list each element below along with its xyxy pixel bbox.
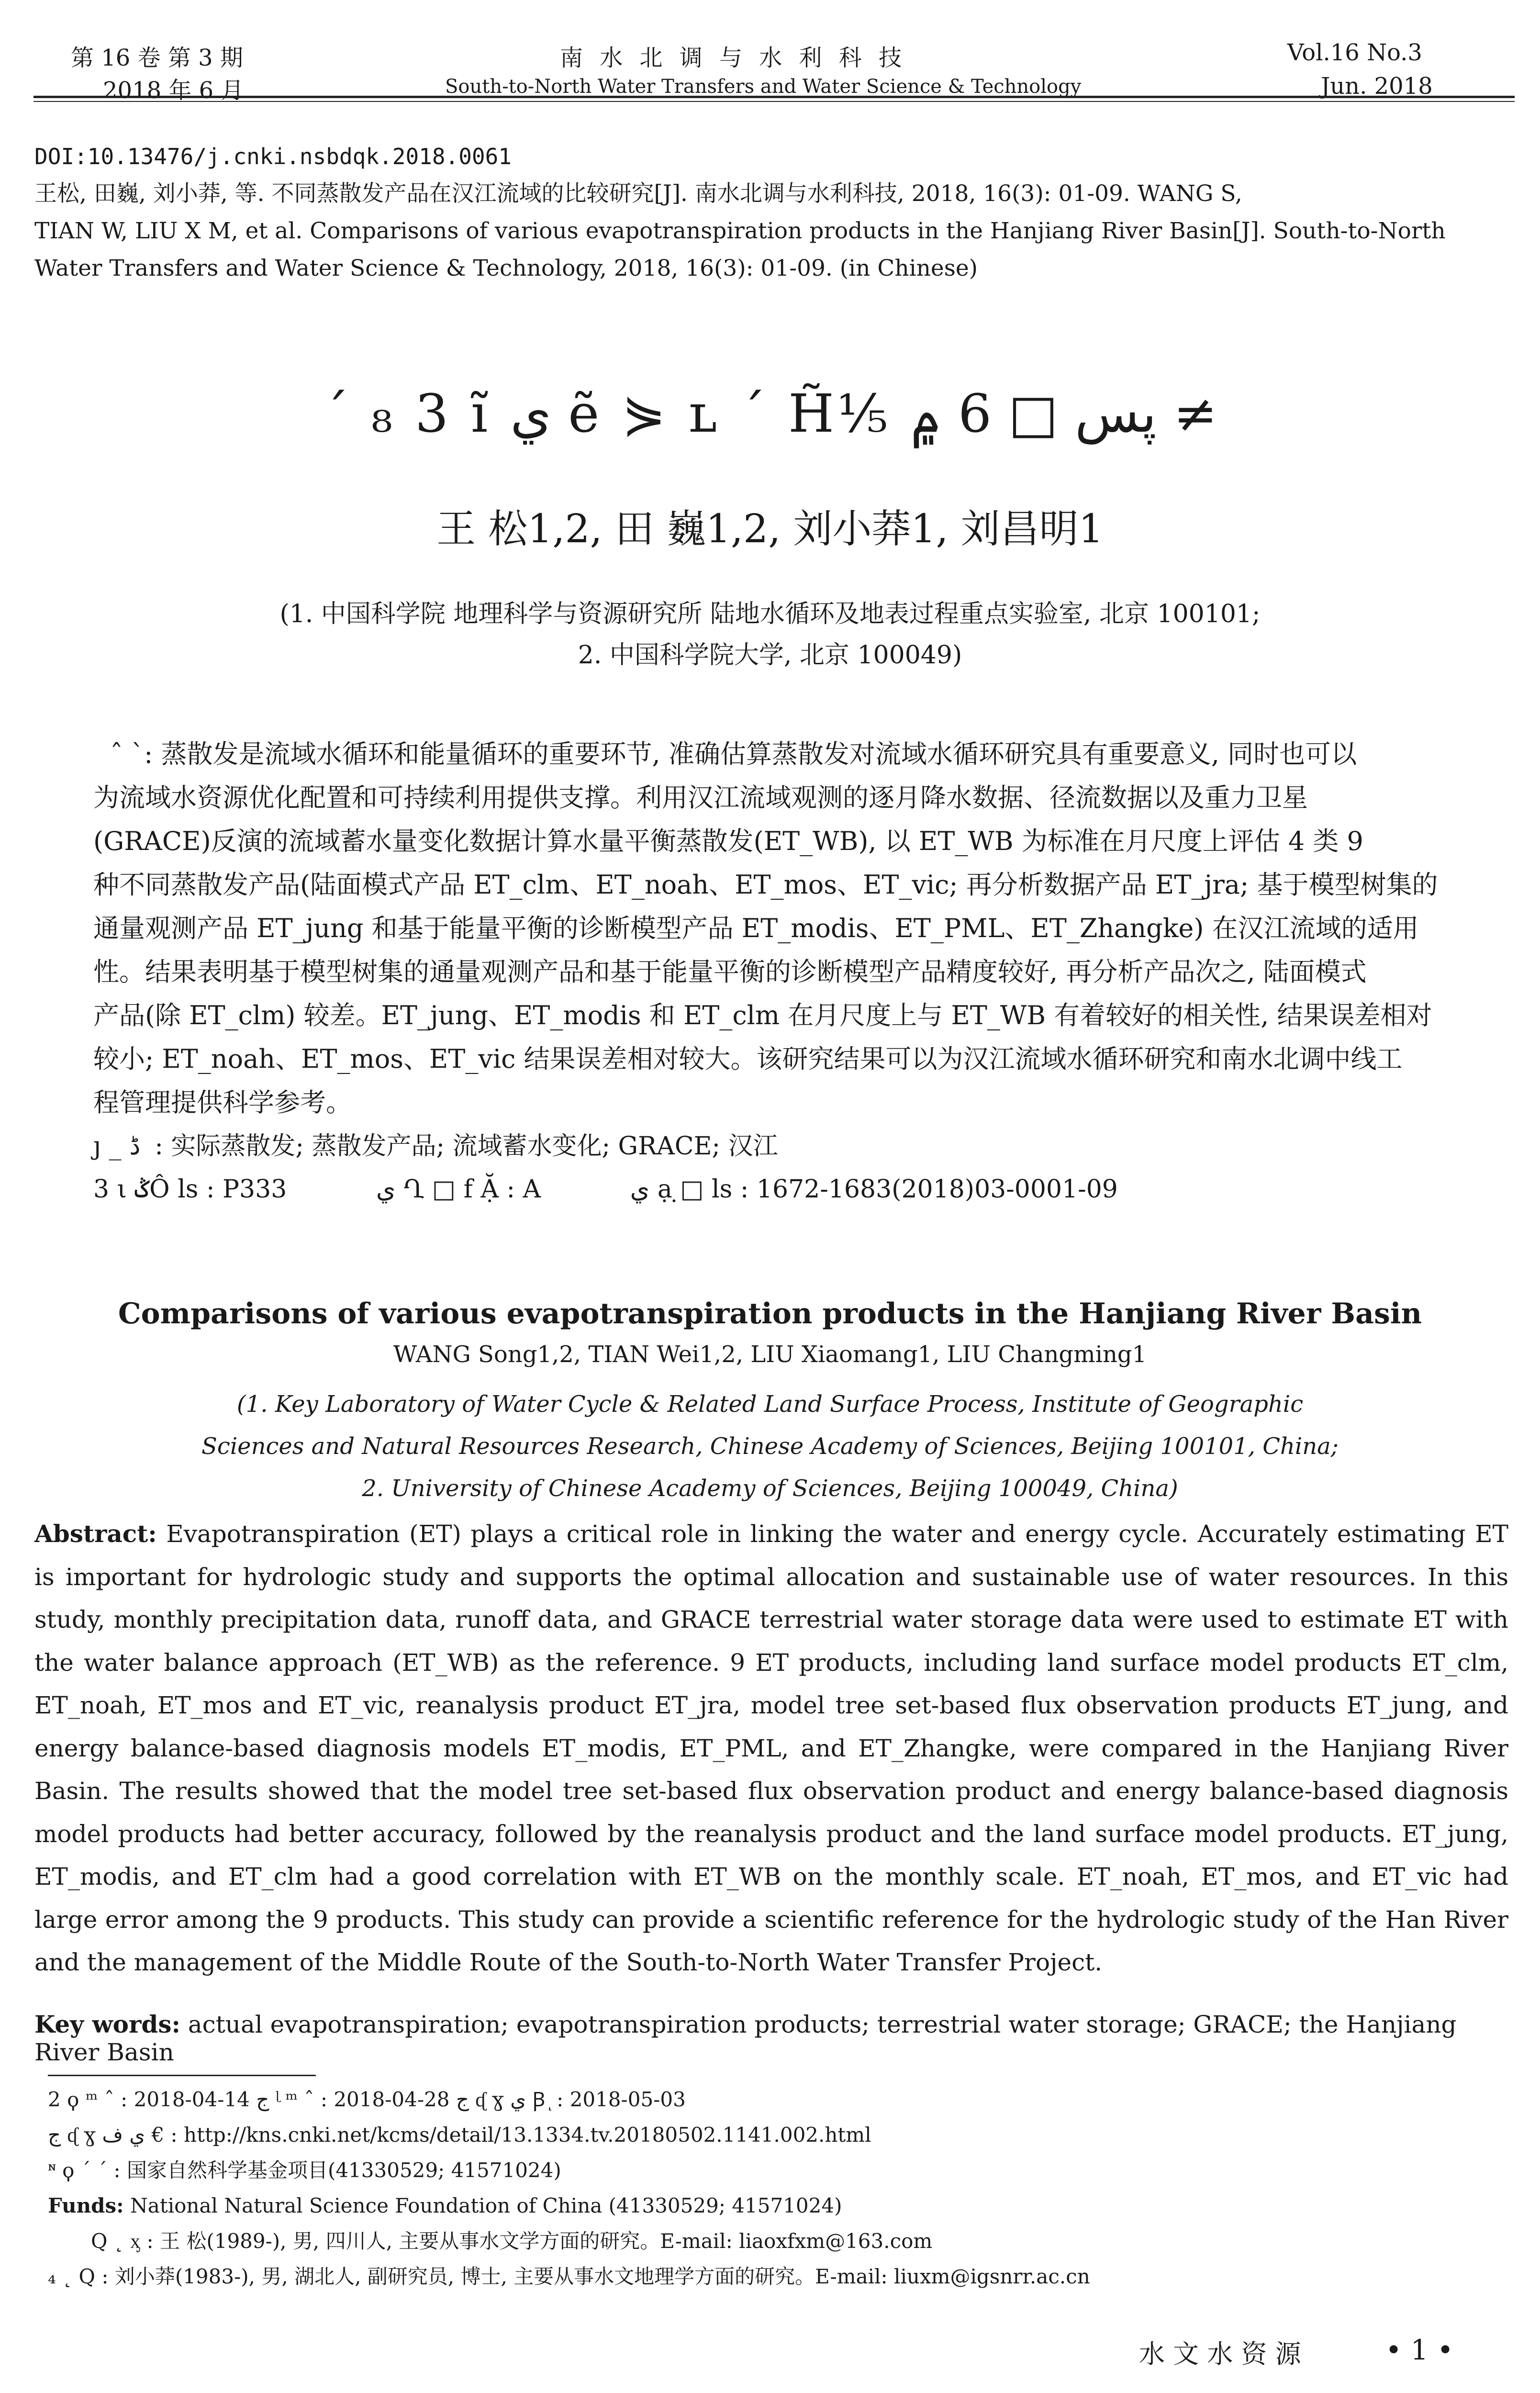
affiliation-en: [0, 1383, 1540, 1510]
fund-en-text: National Natural Science Foundation of China (41330529; 41571024): [130, 2194, 842, 2217]
abstract-zh-line: 产品(除 ET_clm) 较差。ET_jung、ET_modis 和 ET_clm 在月尺度上与 ET_WB 有着较好的相关性, 结果误差相对: [93, 1000, 1432, 1030]
abstract-zh-line: 为流域水资源优化配置和可持续利用提供支撑。利用汉江流域观测的逐月降水数据、径流数据以及重力卫星: [93, 783, 1308, 813]
footnotes: [48, 2082, 1484, 2294]
affiliation-en-line-2: Sciences and Natural Resources Research, Chinese Academy of Sciences, Beijing 100101, China;: [201, 1433, 1339, 1460]
keywords-en-text: actual evapotranspiration; evapotranspiration products; terrestrial water storage; GRACE; the Hanjiang River Basin: [34, 2011, 1457, 2066]
title-en: Comparisons of various evapotranspiration products in the Hanjiang River Basin: [118, 1297, 1422, 1331]
footnote-author-1: Q ˛ ᶍ : 王 松(1989-), 男, 四川人, 主要从事水文学方面的研究。E-mail: liaoxfxm@163.com: [91, 2229, 933, 2253]
header-date-zh: 2018 年 6 月: [103, 77, 244, 104]
authors-zh: 王 松1,2, 田 巍1,2, 刘小莽1, 刘昌明1: [436, 506, 1104, 552]
header-volume-zh: 第 16 卷 第 3 期: [71, 45, 243, 71]
abstract-zh-line: 通量观测产品 ET_jung 和基于能量平衡的诊断模型产品 ET_modis、ET_PML、ET_Zhangke) 在汉江流域的适用: [93, 913, 1419, 943]
abstract-zh-line: 性。结果表明基于模型树集的通量观测产品和基于能量平衡的诊断模型产品精度较好, 再分析产品次之, 陆面模式: [93, 957, 1367, 987]
affiliation-zh-line-1: (1. 中国科学院 地理科学与资源研究所 陆地水循环及地表过程重点实验室, 北京 100101;: [279, 600, 1261, 628]
citation-line-1: 王松, 田巍, 刘小莽, 等. 不同蒸散发产品在汉江流域的比较研究[J]. 南水北调与水利科技, 2018, 16(3): 01-09. WANG S,: [34, 180, 1242, 207]
keywords-en: [34, 2010, 1508, 2066]
citation-line-3: Water Transfers and Water Science & Technology, 2018, 16(3): 01-09. (in Chinese): [34, 255, 978, 281]
citation-block: [34, 138, 1508, 287]
header-journal-zh: 南 水 北 调 与 水 利 科 技: [560, 45, 907, 71]
footnote-author-2: ₄ ˛ Q : 刘小莽(1983-), 男, 湖北人, 副研究员, 博士, 主要从事水文地理学方面的研究。E-mail: liuxm@igsnrr.ac.cn: [48, 2265, 1090, 2288]
footnote-dates: 2 ϙ ᵐ ˆ : 2018-04-14 ج ᶩ ᵐ ˆ : 2018-04-28 ج ᶑ ɣ ي Ꞵ ͅ : 2018-05-03: [48, 2088, 686, 2111]
document-code: ي Ղ □ f Ặ : A: [376, 1175, 541, 1204]
abstract-zh-label: ˆ ˋ: [110, 739, 145, 769]
header-volume-en: Vol.16 No.3: [1287, 39, 1422, 66]
doi: DOI:10.13476/j.cnki.nsbdqk.2018.0061: [34, 144, 512, 169]
footnote-online-url: ج ᶑ ɣ ي ف € : http://kns.cnki.net/kcms/detail/13.1334.tv.20180502.1141.002.html: [48, 2123, 871, 2147]
authors-en: WANG Song1,2, TIAN Wei1,2, LIU Xiaomang1, LIU Changming1: [393, 1341, 1147, 1368]
header-rule-thin: [33, 101, 1515, 102]
keywords-zh-label: ȷ _ ڈ: [93, 1132, 141, 1161]
abstract-en-text: Evapotranspiration (ET) plays a critical role in linking the water and energy cycle. Accurately estimating ET is important for hydrologic study and supports the optimal allocation and sustainable use of water resources. In this study, monthly precipitation data, runoff data, and GRACE terrestrial water storage data were used to estimate ET with the water balance approach (ET_WB) as the reference. 9 ET products, including land surface model products ET_clm, ET_noah, ET_mos and ET_vic, reanalysis product ET_jra, model tree set-based flux observation products ET_jung, and energy balance-based diagnosis models ET_modis, ET_PML, and ET_Zhangke, were compared in the Hanjiang River Basin. The results showed that the model tree set-based flux observation product and energy balance-based diagnosis model products had better accuracy, followed by the reanalysis product and the land surface model products. ET_jung, ET_modis, and ET_clm had a good correlation with ET_WB on the monthly scale. ET_noah, ET_mos, and ET_vic had large error among the 9 products. This study can provide a scientific reference for the hydrologic study of the Han River and the management of the Middle Route of the South-to-North Water Transfer Project.: [34, 1520, 1508, 1976]
abstract-zh-line: 程管理提供科学参考。: [93, 1087, 352, 1118]
abstract-en-label: Abstract:: [34, 1520, 157, 1548]
footnote-fund-zh: ᶰ ϙ ´ ˊ : 国家自然科学基金项目(41330529; 41571024): [48, 2158, 561, 2182]
footnote-rule: [48, 2075, 316, 2076]
affiliation-en-line-1: (1. Key Laboratory of Water Cycle & Related Land Surface Process, Institute of Geographic: [236, 1391, 1304, 1418]
footnote-fund-en: [48, 2188, 1484, 2224]
affiliation-zh: [0, 593, 1540, 676]
header-rule: [33, 96, 1515, 98]
classification-zh: [93, 1168, 1443, 1211]
abstract-zh-line: : 蒸散发是流域水循环和能量循环的重要环节, 准确估算蒸散发对流域水循环研究具有重要意义, 同时也可以: [144, 739, 1357, 769]
abstract-zh-line: (GRACE)反演的流域蓄水量变化数据计算水量平衡蒸散发(ET_WB), 以 ET_WB 为标准在月尺度上评估 4 类 9: [93, 826, 1363, 856]
abstract-zh-line: 较小; ET_noah、ET_mos、ET_vic 结果误差相对较大。该研究结果可以为汉江流域水循环研究和南水北调中线工: [93, 1044, 1403, 1074]
header-journal-en: South-to-North Water Transfers and Water Science & Technology: [445, 76, 1082, 98]
footer-section: 水 文 水 资 源: [1139, 2339, 1301, 2369]
article-number: ي ạ ̣□ ls : 1672-1683(2018)03-0001-09: [630, 1175, 1118, 1204]
abstract-zh: [93, 732, 1443, 1124]
abstract-zh-line: 种不同蒸散发产品(陆面模式产品 ET_clm、ET_noah、ET_mos、ET_vic; 再分析数据产品 ET_jra; 基于模型树集的: [93, 870, 1438, 900]
keywords-zh: [93, 1125, 1443, 1168]
keywords-zh-text: : 实际蒸散发; 蒸散发产品; 流域蓄水变化; GRACE; 汉江: [155, 1132, 778, 1161]
title-zh: ´ ₈ 3 ĩ ي ẽ ⋟ ʟ ´ H̃⅕ پس □ 6 ۾ ≠: [323, 383, 1217, 444]
fund-en-label: Funds:: [48, 2194, 124, 2217]
header-date-en: Jun. 2018: [1321, 73, 1433, 100]
affiliation-zh-line-2: 2. 中国科学院大学, 北京 100049): [578, 641, 962, 670]
abstract-en: [34, 1512, 1508, 1984]
page-number: • 1 •: [1385, 2334, 1454, 2366]
clc-number: 3 ι ݣÔ ls : P333: [93, 1175, 287, 1204]
citation-line-2: TIAN W, LIU X M, et al. Comparisons of various evapotranspiration products in the Hanjiang River Basin[J]. South-to-North: [34, 218, 1446, 244]
keywords-en-label: Key words:: [34, 2010, 180, 2038]
affiliation-en-line-3: 2. University of Chinese Academy of Sciences, Beijing 100049, China): [362, 1475, 1178, 1502]
